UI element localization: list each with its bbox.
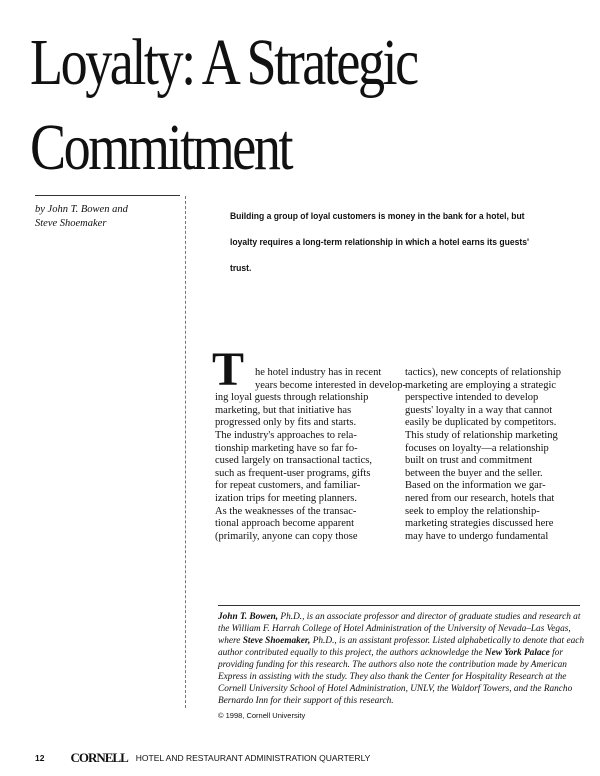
bio-sponsor: New York Palace: [484, 648, 550, 658]
bio-text: Ph.D., is an assistant professor. Listed alphabetically to denote that each author contributed equally to this project, the authors acknowledge the: [218, 636, 585, 658]
text-line: ization trips for meeting planners.: [215, 492, 358, 504]
bio-text: Ph.D., is an associate professor and director of graduate studies and research at the William F. Harrah College of Hotel Administration of the University of Nevada–Las Vegas, where: [218, 612, 581, 646]
bio-name-shoemaker: Steve Shoemaker,: [242, 636, 311, 646]
author-bio: [218, 611, 590, 707]
drop-cap: T: [212, 343, 245, 396]
text-line: tactics), new concepts of relationship: [405, 367, 561, 378]
article-deck: Building a group of loyal customers is money in the bank for a hotel, but loyalty requires a long-term relationship in which a hotel earns its guests' trust.: [230, 211, 529, 274]
text-line: focuses on loyalty—a relationship: [405, 442, 549, 454]
text-line: As the weaknesses of the transac-: [215, 505, 357, 517]
article-title-line2: Commitment: [30, 111, 292, 184]
text-line: tionship marketing have so far fo-: [215, 442, 358, 454]
text-line: may have to undergo fundamental: [405, 530, 549, 542]
text-line: (primarily, anyone can copy those: [215, 530, 358, 542]
text-line: he hotel industry has in recent: [255, 367, 382, 378]
text-line: years become interested in develop-: [255, 379, 407, 391]
text-line: easily be duplicated by competitors.: [405, 417, 557, 429]
text-line: seek to employ the relationship-: [405, 505, 540, 517]
byline-line2: Steve Shoemaker: [35, 218, 107, 229]
text-line: guests' loyalty in a way that cannot: [405, 404, 553, 416]
text-line: tional approach become apparent: [215, 518, 355, 530]
text-line: such as frequent-user programs, gifts: [215, 467, 371, 479]
body-column-1: [215, 367, 406, 543]
cornell-logo: CORNELL: [70, 750, 128, 765]
copyright: © 1998, Cornell University: [218, 711, 306, 720]
text-line: nered from our research, hotels that: [405, 492, 555, 504]
bio-name-bowen: John T. Bowen,: [218, 612, 279, 622]
text-line: for repeat customers, and familiar-: [215, 480, 361, 492]
bio-rule: [218, 605, 580, 606]
page-number: 12: [35, 753, 45, 763]
vertical-divider: [185, 196, 186, 708]
text-line: ing loyal guests through relationship: [215, 392, 369, 404]
text-line: The industry's approaches to rela-: [215, 429, 357, 441]
byline-line1: by John T. Bowen and: [35, 204, 128, 215]
page-footer: [35, 750, 370, 766]
text-line: perspective intended to develop: [405, 392, 539, 404]
text-line: cused largely on transactional tactics,: [215, 455, 372, 467]
text-line: built on trust and commitment: [405, 455, 533, 467]
bio-text: for providing funding for this research. The authors also note the contribution made by American Express in assisting with the study. They also thank the Center for Hospitality Research at the Cornell University School of Hotel Administration, UNLV, the Waldorf Towers, and the Rancho Bernardo Inn for their support of this research.: [218, 648, 573, 706]
article-title-line1: Loyalty: A Strategic: [30, 26, 417, 99]
text-line: marketing are employing a strategic: [405, 379, 557, 391]
text-line: This study of relationship marketing: [405, 429, 558, 441]
text-line: Based on the information we gar-: [405, 480, 546, 492]
bio-block: [218, 611, 590, 721]
text-line: between the buyer and the seller.: [405, 467, 543, 479]
text-line: marketing, but that initiative has: [215, 404, 352, 416]
body-column-2: [405, 367, 561, 543]
text-line: progressed only by fits and starts.: [215, 417, 357, 429]
byline: [35, 203, 128, 231]
text-line: marketing strategies discussed here: [405, 518, 554, 530]
journal-name: HOTEL AND RESTAURANT ADMINISTRATION QUARTERLY: [135, 753, 371, 763]
title-rule: [35, 195, 180, 196]
